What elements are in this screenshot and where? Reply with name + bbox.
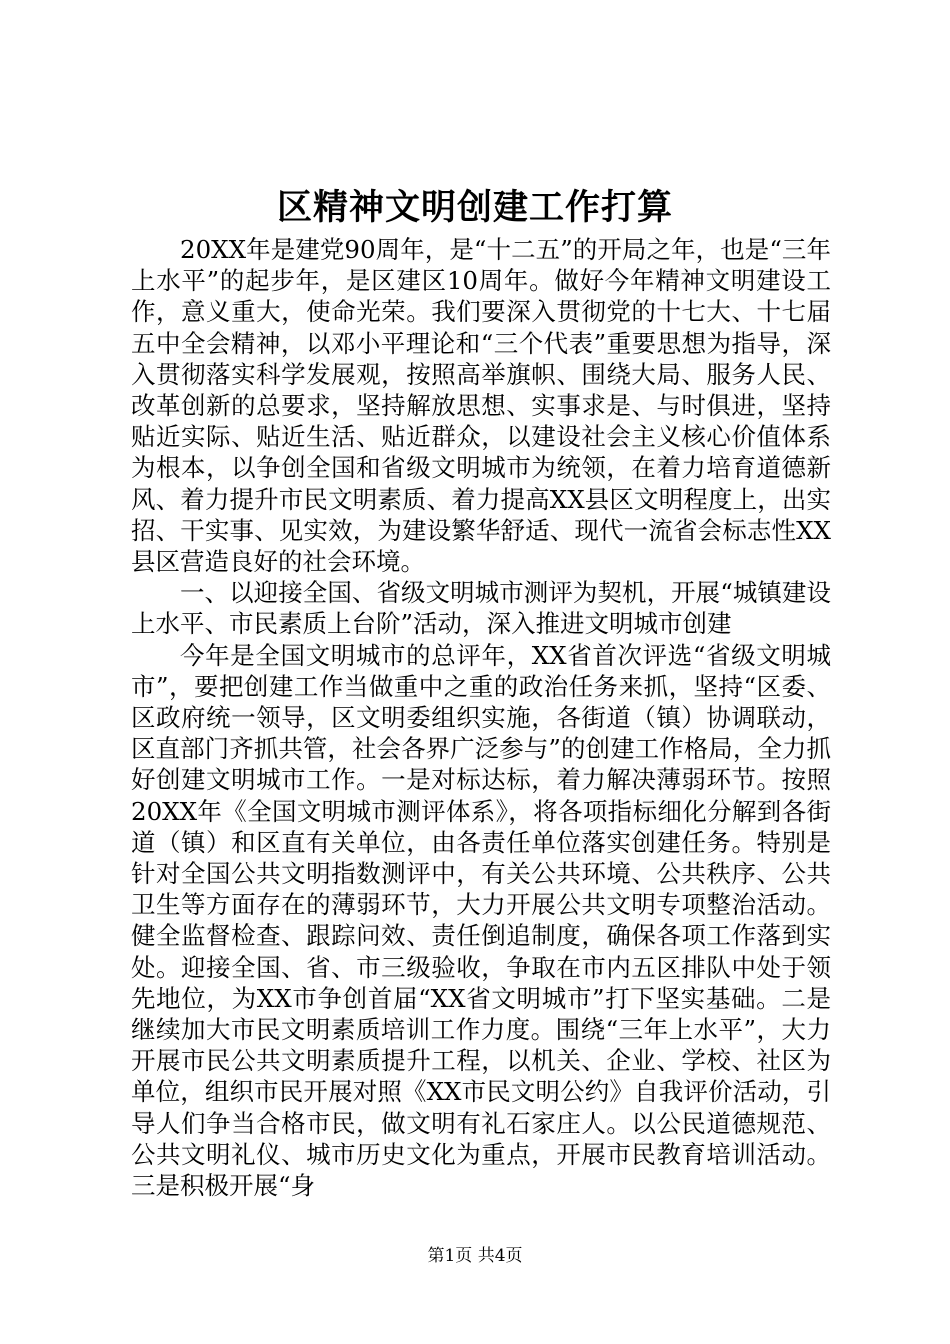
document-body bbox=[131, 234, 831, 1201]
paragraph-intro: 20XX年是建党90周年，是“十二五”的开局之年，也是“三年上水平”的起步年，是区建区10周年。做好今年精神文明建设工作，意义重大，使命光荣。我们要深入贯彻党的十七大、十七届五中全会精神，以邓小平理论和“三个代表”重要思想为指导，深入贯彻落实科学发展观，按照高举旗帜、围绕大局、服务人民、改革创新的总要求，坚持解放思想、实事求是、与时俱进，坚持贴近实际、贴近生活、贴近群众，以建设社会主义核心价值体系为根本，以争创全国和省级文明城市为统领，在着力培育道德新风、着力提升市民文明素质、着力提高XX县区文明程度上，出实招、干实事、见实效，为建设繁华舒适、现代一流省会标志性XX县区营造良好的社会环境。 bbox=[131, 235, 831, 577]
document-title: 区精神文明创建工作打算 bbox=[276, 187, 673, 228]
paragraph-section-heading: 一、以迎接全国、省级文明城市测评为契机，开展“城镇建设上水平、市民素质上台阶”活动，深入推进文明城市创建 bbox=[131, 578, 831, 639]
page-footer: 第1页 共4页 bbox=[427, 1246, 523, 1266]
paragraph-section-body: 今年是全国文明城市的总评年，XX省首次评选“省级文明城市”，要把创建工作当做重中之重的政治任务来抓，坚持“区委、区政府统一领导，区文明委组织实施，各街道（镇）协调联动，区直部门齐抓共管，社会各界广泛参与”的创建工作格局，全力抓好创建文明城市工作。一是对标达标，着力解决薄弱环节。按照20XX年《全国文明城市测评体系》，将各项指标细化分解到各街道（镇）和区直有关单位，由各责任单位落实创建任务。特别是针对全国公共文明指数测评中，有关公共环境、公共秩序、公共卫生等方面存在的薄弱环节，大力开展公共文明专项整治活动。健全监督检查、跟踪问效、责任倒追制度，确保各项工作落到实处。迎接全国、省、市三级验收，争取在市内五区排队中处于领先地位，为XX市争创首届“XX省文明城市”打下坚实基础。二是继续加大市民文明素质培训工作力度。围绕“三年上水平”，大力开展市民公共文明素质提升工程，以机关、企业、学校、社区为单位，组织市民开展对照《XX市民文明公约》自我评价活动，引导人们争当合格市民，做文明有礼石家庄人。以公民道德规范、公共文明礼仪、城市历史文化为重点，开展市民教育培训活动。三是积极开展“身 bbox=[131, 640, 831, 1201]
